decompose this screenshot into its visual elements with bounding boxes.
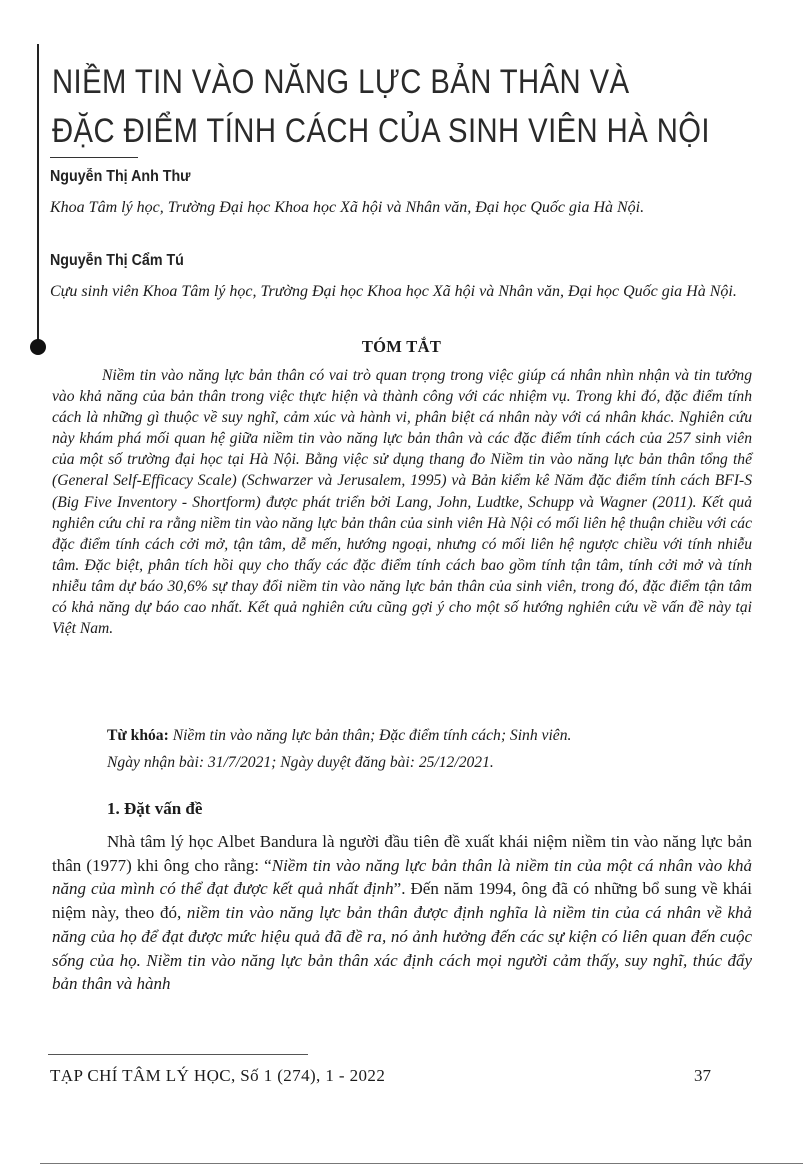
author-2-name: Nguyễn Thị Cẩm Tú xyxy=(50,252,184,269)
body-quote-definition: Niềm tin vào năng lực bản thân là niềm tin của một cá nhân vào khả năng của mình có thể đạt được kết quả nhất định xyxy=(52,855,752,899)
footer-rule xyxy=(48,1054,308,1055)
left-margin-rule xyxy=(37,44,39,344)
keywords-value: Niềm tin vào năng lực bản thân; Đặc điểm tính cách; Sinh viên. xyxy=(172,727,572,744)
body-text-1: Nhà tâm lý học Albet Bandura là người đầu tiên đề xuất khái niệm niềm tin vào năng lực bản thân (1977) khi ông cho rằng: “ xyxy=(52,832,752,875)
author-2-affiliation: Cựu sinh viên Khoa Tâm lý học, Trường Đại học Khoa học Xã hội và Nhân văn, Đại học Quốc gia Hà Nội. xyxy=(50,283,737,300)
title-line-1: NIỀM TIN VÀO NĂNG LỰC BẢN THÂN VÀ xyxy=(52,63,630,101)
page-number: 37 xyxy=(694,1066,711,1085)
journal-footer: TẠP CHÍ TÂM LÝ HỌC, Số 1 (274), 1 - 2022 xyxy=(50,1066,386,1085)
author-1-name: Nguyễn Thị Anh Thư xyxy=(50,168,191,185)
keywords-label: Từ khóa: xyxy=(107,727,169,744)
page-bottom-edge xyxy=(40,1163,803,1164)
abstract-heading: TÓM TẮT xyxy=(361,337,442,356)
body-text-2: ”. Đến năm 1994, ông đã có những bổ sung về khái niệm này, theo đó, xyxy=(52,879,753,923)
abstract-text: Niềm tin vào năng lực bản thân có vai trò quan trọng trong việc giúp cá nhân nhìn nhận và tin tưởng vào khả năng của bản thân trong việc thực hiện và thành công với các nhiệm vụ. Trong khi đó, đặc điểm tính cách là những gì thuộc về suy nghĩ, cảm xúc và hành vi, phân biệt cá nhân này với cá nhân khác. Nghiên cứu này khám phá mối quan hệ giữa niềm tin vào năng lực bản thân và các đặc điểm tính cách của 257 sinh viên của một số trường đại học tại Hà Nội. Bằng việc sử dụng thang đo Niềm tin vào năng lực bản thân tổng thể (General Self-Efficacy Scale) (Schwarzer và Jerusalem, 1995) và Bản kiểm kê Năm đặc điểm tính cách BFI-S (Big Five Inventory - Shortform) được phát triển bởi Lang, John, Ludtke, Schupp và Wagner (2011). Kết quả nghiên cứu chỉ ra rằng niềm tin vào năng lực bản thân của sinh viên Hà Nội có mối liên hệ thuận chiều với các đặc điểm tính cách cởi mở, tận tâm, dễ mến, hướng ngoại, nhưng có mối liên hệ ngược chiều với tính nhiễu tâm. Đặc biệt, phân tích hồi quy cho thấy các đặc điểm tính cách bao gồm tính tận tâm, tính cởi mở và tính nhiễu tâm dự báo 30,6% sự thay đổi niềm tin vào năng lực bản thân của sinh viên, trong đó, đặc điểm tận tâm có khả năng dự báo cao nhất. Kết quả nghiên cứu cũng gợi ý cho một số hướng nghiên cứu về vấn đề này tại Việt Nam. xyxy=(52,367,752,638)
keywords-line xyxy=(107,725,757,746)
author-1-affiliation: Khoa Tâm lý học, Trường Đại học Khoa học Xã hội và Nhân văn, Đại học Quốc gia Hà Nội. xyxy=(50,199,645,216)
section-1-heading: 1. Đặt vấn đề xyxy=(107,799,203,818)
dates-line: Ngày nhận bài: 31/7/2021; Ngày duyệt đăng bài: 25/12/2021. xyxy=(107,754,494,771)
body-italic-definition: niềm tin vào năng lực bản thân được định nghĩa là niềm tin của cá nhân về khả năng của họ để đạt được mức hiệu quả đã đề ra, nó ảnh hưởng đến các sự kiện có liên quan đến cuộc sống của họ. Niềm tin vào năng lực bản thân xác định cách mọi người cảm thấy, suy nghĩ, thúc đẩy bản thân và hành xyxy=(52,903,752,994)
article-title xyxy=(52,58,710,156)
title-line-2: ĐẶC ĐIỂM TÍNH CÁCH CỦA SINH VIÊN HÀ NỘI xyxy=(52,112,710,150)
title-underline xyxy=(50,157,138,158)
section-1-paragraph xyxy=(52,830,752,996)
